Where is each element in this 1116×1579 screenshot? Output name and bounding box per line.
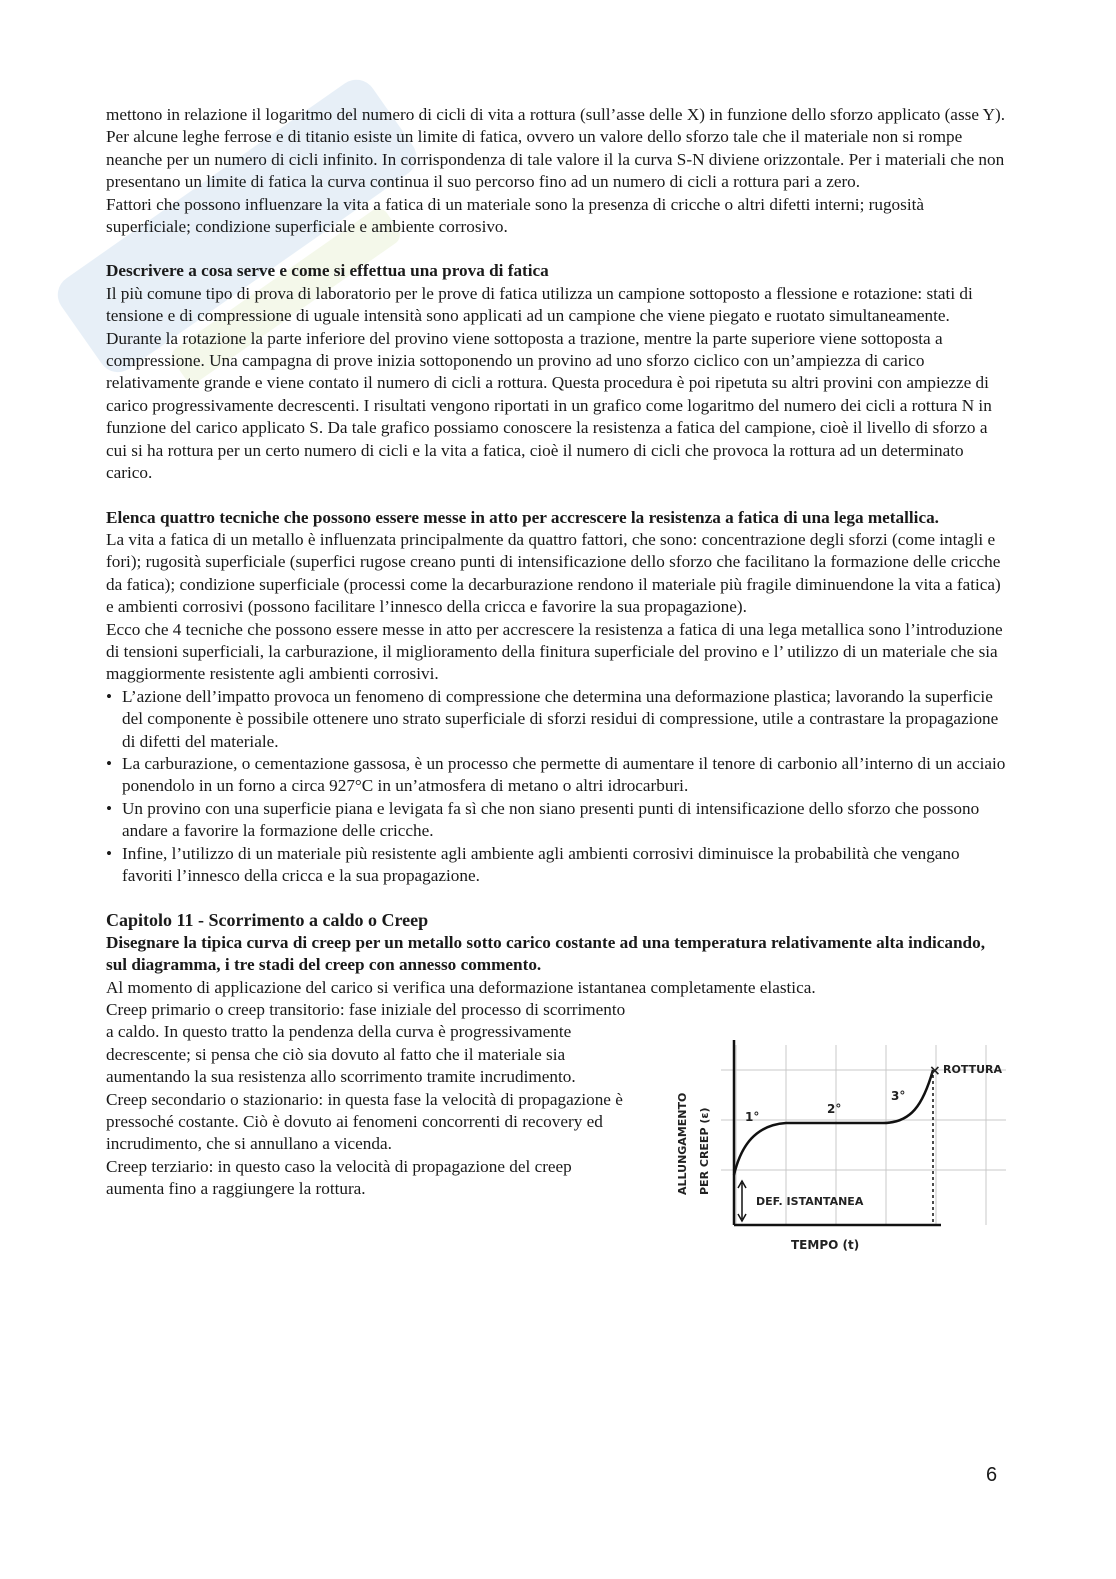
- page-content: [106, 104, 1006, 1253]
- creep-primary: Creep primario o creep transitorio: fase iniziale del processo di scorrimento a caldo. In questo tratto la pendenza della curva è progressivamente decrescente; si pensa che ciò sia dovuto al fatto che il materiale sia aumentando la sua resistenza allo scorrimento tramite incrudimento.: [106, 1000, 626, 1087]
- list-item: • Un provino con una superficie piana e levigata fa sì che non siano presenti punti di intensificazione dello sforzo che possono andare a favorire la formazione delle cricche.: [106, 798, 1006, 843]
- rupture-mark-icon: ×: [929, 1063, 941, 1080]
- intro-paragraph-2: Per alcune leghe ferrose e di titanio esiste un limite di fatica, ovvero un valore dello sforzo tale che il materiale non si rompe neanche per un numero di cicli infinito. In corrispondenza di tale valore il la curva S-N diviene orizzontale. Per i materiali che non presentano un limite di fatica la curva continua il suo percorso fino ad un numero di cicli a rottura pari a zero.: [106, 127, 1005, 192]
- four-techniques-heading: Elenca quattro tecniche che possono essere messe in atto per accrescere la resistenza a fatica di una lega metallica.: [106, 507, 939, 527]
- instant-deformation-label: DEF. ISTANTANEA: [756, 1195, 864, 1209]
- list-item: • Infine, l’utilizzo di un materiale più resistente agli ambiente agli ambienti corrosivi diminuisce la probabilità che vengano favoriti l’innesco della cricca e la sua propagazione.: [106, 843, 1006, 888]
- stage-2-label: 2°: [827, 1102, 842, 1117]
- page-number: 6: [986, 1464, 998, 1486]
- list-item: • La carburazione, o cementazione gassosa, è un processo che permette di aumentare il tenore di carbonio all’interno di un acciaio ponendolo in un forno a circa 927°C in un’atmosfera di metano o altri idrocarburi.: [106, 753, 1006, 798]
- rupture-label: ROTTURA: [943, 1063, 1002, 1077]
- y-axis-label-1: ALLUNGAMENTO: [676, 1092, 689, 1196]
- creep-secondary: Creep secondario o stazionario: in questa fase la velocità di propagazione è pressoché costante. Ciò è dovuto ai fenomeni concorrenti di recovery ed incrudimento, che si annullano a vicenda.: [106, 1089, 623, 1154]
- fatigue-test-heading: Descrivere a cosa serve e come si effettua una prova di fatica: [106, 261, 549, 281]
- list-item: • L’azione dell’impatto provoca un fenomeno di compressione che determina una deformazione plastica; lavorando la superficie del componente è possibile ottenere uno strato superficiale di sforzi residui di compressione, utile a contrastare la propagazione di difetti del materiale.: [106, 686, 1006, 753]
- creep-curve-figure: [661, 1035, 1006, 1257]
- creep-section: [106, 999, 1006, 1253]
- y-axis-label-2: PER CREEP (ε): [698, 1107, 711, 1196]
- creep-tertiary: Creep terziario: in questo caso la velocità di propagazione del creep aumenta fino a raggiungere la rottura.: [106, 1156, 572, 1199]
- x-axis-label: TEMPO (t): [791, 1238, 860, 1253]
- stage-1-label: 1°: [745, 1110, 760, 1125]
- creep-curve: [734, 1070, 933, 1175]
- intro-paragraph-1: mettono in relazione il logaritmo del numero di cicli di vita a rottura (sull’asse delle X) in funzione dello sforzo applicato (asse Y).: [106, 105, 1006, 124]
- four-techniques-body-1: La vita a fatica di un metallo è influenzata principalmente da quattro fattori, che sono: concentrazione degli sforzi (come intagli e fori); rugosità superficiale (superfici rugose creano punti di intensificazione dello sforzo che facilitano la formazione delle cricche da fatica); condizione superficiale (processi come la decarburazione rendono il materiale più fragile diminuendone la vita a fatica) e ambienti corrosivi (possono facilitare l’innesco della cricca e favorire la sua propagazione).: [106, 529, 1001, 617]
- stage-3-label: 3°: [891, 1089, 906, 1104]
- creep-diagram: [661, 1035, 1006, 1257]
- intro-paragraph-3: Fattori che possono influenzare la vita a fatica di un materiale sono la presenza di cricche o altri difetti interni; rugosità superficiale; condizione superficiale e ambiente corrosivo.: [106, 194, 925, 237]
- chapter-title: Capitolo 11 - Scorrimento a caldo o Creep: [106, 910, 429, 931]
- techniques-list: [106, 686, 1006, 888]
- creep-intro: Al momento di applicazione del carico si verifica una deformazione istantanea completamente elastica.: [106, 977, 816, 997]
- fatigue-test-body: Il più comune tipo di prova di laboratorio per le prove di fatica utilizza un campione sottoposto a flessione e rotazione: stati di tensione e di compressione di uguale intensità sono applicati ad un campione che viene piegato e ruotato simultaneamente. Durante la rotazione la parte inferiore del provino viene sottoposta a trazione, mentre la parte superiore viene sottoposta a compressione. Una campagna di prove inizia sottoponendo un provino ad uno sforzo ciclico con un’ampiezza di carico relativamente grande e viene contato il numero di cicli a rottura. Questa procedura è poi ripetuta su altri provini con ampiezze di carico progressivamente decrescenti. I risultati vengono riportati in un grafico come logaritmo del numero dei cicli a rottura N in funzione del carico applicato S. Da tale grafico possiamo conoscere la resistenza a fatica del campione, cioè il livello di sforzo a cui si ha rottura per un certo numero di cicli e la vita a fatica, cioè il numero di cicli che provoca la rottura ad un determinato carico.: [106, 283, 992, 483]
- four-techniques-body-2: Ecco che 4 tecniche che possono essere messe in atto per accrescere la resistenza a fatica di una lega metallica sono l’introduzione di tensioni superficiali, la carburazione, il miglioramento della finitura superficiale del provino e l’ utilizzo di un materiale che sia maggiormente resistente agli ambienti corrosivi.: [106, 619, 1003, 684]
- creep-heading: Disegnare la tipica curva di creep per un metallo sotto carico costante ad una temperatura relativamente alta indicando, sul diagramma, i tre stadi del creep con annesso commento.: [106, 932, 986, 975]
